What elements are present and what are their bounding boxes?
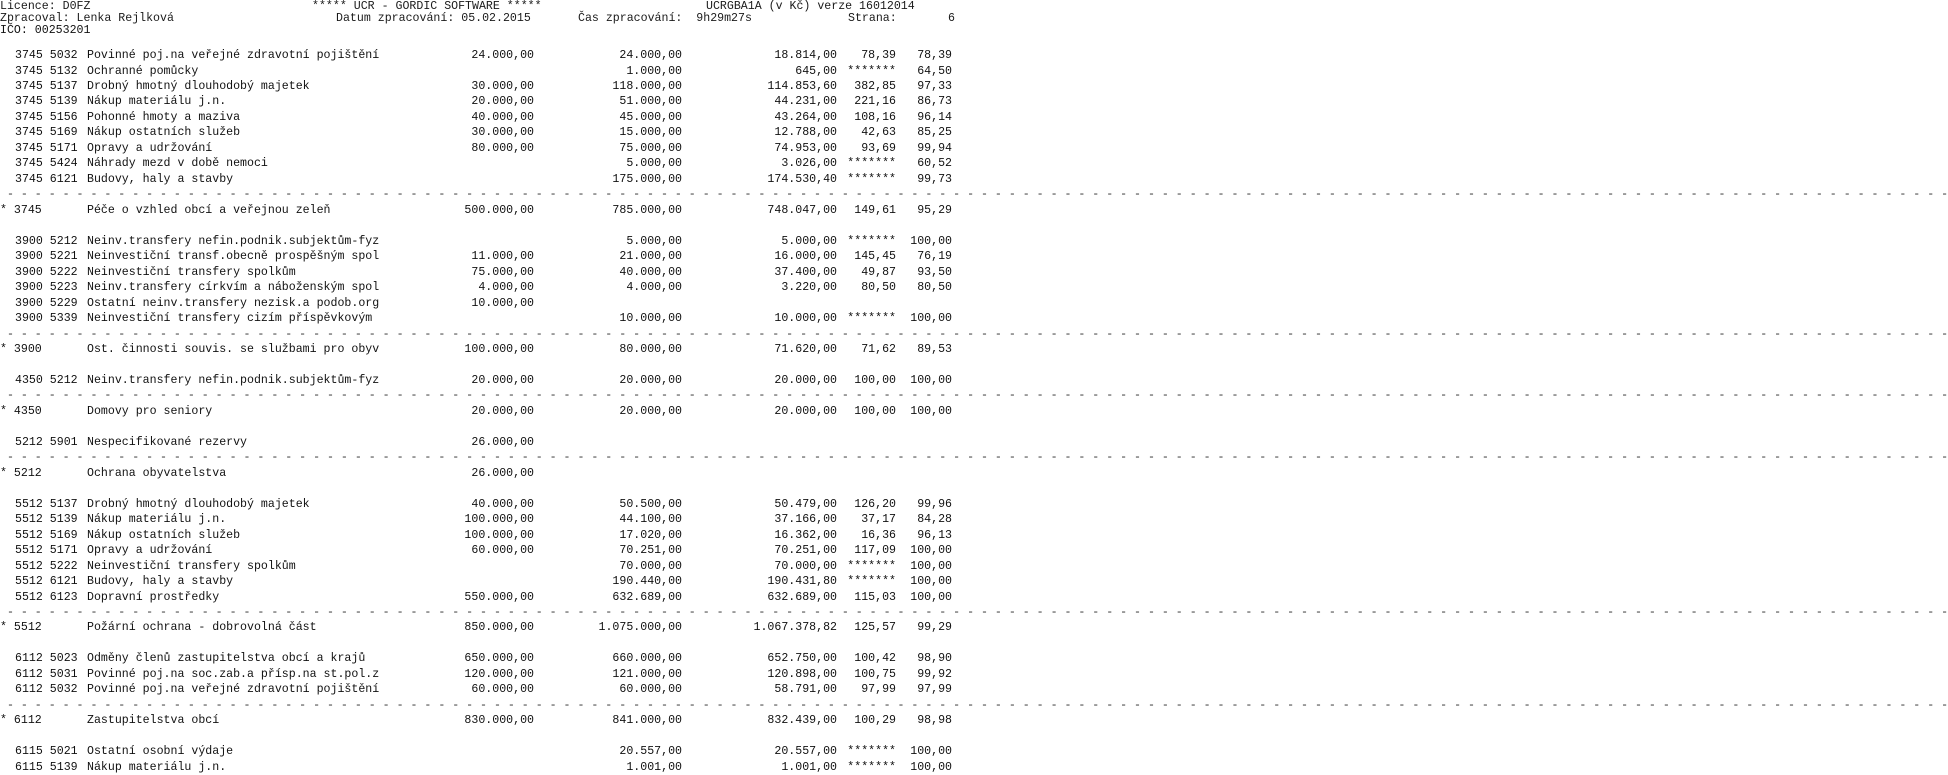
item-name: Zastupitelstva obcí bbox=[87, 714, 220, 728]
item-name: Požární ochrana - dobrovolná část bbox=[87, 621, 317, 635]
actual-result: 20.000,00 bbox=[774, 404, 837, 418]
module-version: UCRGBA1A (v Kč) verze 16012014 bbox=[706, 0, 915, 13]
percent-of-adjusted: 98,90 bbox=[917, 652, 952, 666]
table-row bbox=[0, 498, 960, 512]
actual-result: 1.001,00 bbox=[781, 760, 837, 774]
dashed-separator: - - - - - - - - - - - - - - - - - - - - - - - - - - - - - - - - - - - - - - - - - - - - - - - - - - - - - - - - - - - - - - - - - - - - - - - - - - - - - - - - - - - - - - - - - - - - - - - - - - - - - - - - - - - - - - - - - - - - - - - - - - - - - - - - - - - - - - - - - - - - bbox=[0, 389, 1948, 403]
percent-of-adjusted: 100,00 bbox=[910, 590, 952, 604]
actual-result: 71.620,00 bbox=[774, 342, 837, 356]
item-name: Domovy pro seniory bbox=[87, 404, 213, 418]
item-name: Nespecifikované rezervy bbox=[87, 435, 248, 449]
percent-of-approved: ******* bbox=[847, 64, 896, 78]
percent-of-adjusted: 86,73 bbox=[917, 95, 952, 109]
account-code: 5512 5137 bbox=[15, 497, 78, 511]
actual-result: 645,00 bbox=[795, 64, 837, 78]
actual-result: 58.791,00 bbox=[774, 683, 837, 697]
adjusted-budget: 51.000,00 bbox=[619, 95, 682, 109]
item-name: Ostatní neinv.transfery nezisk.a podob.org bbox=[87, 296, 380, 310]
approved-budget: 75.000,00 bbox=[471, 265, 534, 279]
percent-of-adjusted: 100,00 bbox=[910, 760, 952, 774]
account-code: 6112 5023 bbox=[15, 652, 78, 666]
item-name: Opravy a udržování bbox=[87, 141, 213, 155]
adjusted-budget: 10.000,00 bbox=[619, 312, 682, 325]
percent-of-approved: 97,99 bbox=[861, 683, 896, 697]
account-code: 3745 5139 bbox=[15, 95, 78, 109]
actual-result: 37.400,00 bbox=[774, 265, 837, 279]
item-name: Neinv.transfery nefin.podnik.subjektům-fyz bbox=[87, 234, 380, 248]
approved-budget: 60.000,00 bbox=[471, 544, 534, 557]
software-title: ***** UCR - GORDIC SOFTWARE ***** bbox=[312, 0, 542, 13]
licence-text: Licence: D0FZ bbox=[0, 0, 91, 13]
percent-of-adjusted: 96,13 bbox=[917, 528, 952, 542]
percent-of-approved: 100,29 bbox=[854, 714, 896, 728]
blank-line bbox=[0, 637, 960, 651]
adjusted-budget: 785.000,00 bbox=[612, 203, 682, 217]
percent-of-approved: 149,61 bbox=[854, 203, 896, 217]
item-name: Budovy, haly a stavby bbox=[87, 172, 234, 186]
item-name: Ostatní osobní výdaje bbox=[87, 745, 234, 759]
adjusted-budget: 40.000,00 bbox=[619, 265, 682, 279]
actual-result: 1.067.378,82 bbox=[753, 621, 837, 635]
actual-result: 12.788,00 bbox=[774, 126, 837, 140]
section-code: * 3745 bbox=[0, 203, 42, 217]
section-total-row bbox=[0, 467, 960, 481]
percent-of-adjusted: 100,00 bbox=[910, 544, 952, 557]
percent-of-approved: 221,16 bbox=[854, 95, 896, 109]
approved-budget: 20.000,00 bbox=[471, 404, 534, 418]
actual-result: 16.000,00 bbox=[774, 250, 837, 264]
actual-result: 748.047,00 bbox=[767, 203, 837, 217]
actual-result: 632.689,00 bbox=[767, 590, 837, 604]
percent-of-adjusted: 96,14 bbox=[917, 110, 952, 124]
percent-of-approved: ******* bbox=[847, 760, 896, 774]
account-code: 5512 6123 bbox=[15, 590, 78, 604]
percent-of-approved: 115,03 bbox=[854, 590, 896, 604]
account-code: 6115 5021 bbox=[15, 745, 78, 759]
percent-of-adjusted: 99,94 bbox=[917, 141, 952, 155]
table-row bbox=[0, 157, 960, 171]
approved-budget: 850.000,00 bbox=[464, 621, 534, 635]
table-row bbox=[0, 544, 960, 558]
percent-of-approved: ******* bbox=[847, 575, 896, 588]
blank-line bbox=[0, 420, 960, 434]
blank-line bbox=[0, 358, 960, 372]
percent-of-adjusted: 100,00 bbox=[910, 559, 952, 573]
item-name: Povinné poj.na soc.zab.a přísp.na st.pol.z bbox=[87, 667, 380, 681]
percent-of-approved: 49,87 bbox=[861, 265, 896, 279]
percent-of-approved: 126,20 bbox=[854, 497, 896, 511]
actual-result: 3.026,00 bbox=[781, 157, 837, 171]
percent-of-adjusted: 60,52 bbox=[917, 157, 952, 171]
account-code: 3900 5212 bbox=[15, 234, 78, 248]
percent-of-approved: ******* bbox=[847, 172, 896, 186]
adjusted-budget: 5.000,00 bbox=[626, 157, 682, 171]
percent-of-approved: 382,85 bbox=[854, 79, 896, 93]
adjusted-budget: 60.000,00 bbox=[619, 683, 682, 697]
account-code: 3745 5132 bbox=[15, 64, 78, 78]
account-code: 5512 5169 bbox=[15, 528, 78, 542]
processing-date: Datum zpracování: 05.02.2015 bbox=[336, 12, 531, 25]
item-name: Dopravní prostředky bbox=[87, 590, 220, 604]
approved-budget: 11.000,00 bbox=[471, 250, 534, 264]
item-name: Drobný hmotný dlouhodobý majetek bbox=[87, 497, 310, 511]
adjusted-budget: 660.000,00 bbox=[612, 652, 682, 666]
section-code: * 5212 bbox=[0, 466, 42, 480]
account-code: 3900 5222 bbox=[15, 265, 78, 279]
adjusted-budget: 4.000,00 bbox=[626, 281, 682, 295]
item-name: Nákup materiálu j.n. bbox=[87, 513, 227, 527]
percent-of-approved: 37,17 bbox=[861, 513, 896, 527]
item-name: Nákup ostatních služeb bbox=[87, 528, 241, 542]
table-row bbox=[0, 250, 960, 264]
table-row bbox=[0, 560, 960, 574]
section-code: * 4350 bbox=[0, 404, 42, 418]
table-row bbox=[0, 591, 960, 605]
percent-of-adjusted: 84,28 bbox=[917, 513, 952, 527]
page-label: Strana: bbox=[848, 12, 897, 25]
actual-result: 16.362,00 bbox=[774, 528, 837, 542]
percent-of-approved: 93,69 bbox=[861, 141, 896, 155]
account-code: 5512 6121 bbox=[15, 575, 78, 588]
approved-budget: 100.000,00 bbox=[464, 342, 534, 356]
actual-result: 190.431,80 bbox=[767, 575, 837, 588]
table-row bbox=[0, 80, 960, 94]
table-row bbox=[0, 173, 960, 187]
approved-budget: 26.000,00 bbox=[471, 435, 534, 449]
adjusted-budget: 45.000,00 bbox=[619, 110, 682, 124]
table-row bbox=[0, 95, 960, 109]
table-row bbox=[0, 513, 960, 527]
table-row bbox=[0, 297, 960, 311]
adjusted-budget: 20.000,00 bbox=[619, 404, 682, 418]
percent-of-adjusted: 80,50 bbox=[917, 281, 952, 295]
adjusted-budget: 841.000,00 bbox=[612, 714, 682, 728]
account-code: 3745 6121 bbox=[15, 172, 78, 186]
adjusted-budget: 190.440,00 bbox=[612, 575, 682, 588]
section-total-row bbox=[0, 621, 960, 635]
blank-line bbox=[0, 730, 960, 744]
approved-budget: 30.000,00 bbox=[471, 126, 534, 140]
account-code: 5512 5222 bbox=[15, 559, 78, 573]
item-name: Opravy a udržování bbox=[87, 544, 213, 557]
item-name: Povinné poj.na veřejné zdravotní pojištění bbox=[87, 683, 380, 697]
item-name: Drobný hmotný dlouhodobý majetek bbox=[87, 79, 310, 93]
item-name: Budovy, haly a stavby bbox=[87, 575, 234, 588]
percent-of-adjusted: 78,39 bbox=[917, 49, 952, 62]
item-name: Pohonné hmoty a maziva bbox=[87, 110, 241, 124]
section-code: * 5512 bbox=[0, 621, 42, 635]
percent-of-approved: 125,57 bbox=[854, 621, 896, 635]
percent-of-approved: 78,39 bbox=[861, 49, 896, 62]
processing-time: Čas zpracování: 9h29m27s bbox=[578, 12, 752, 25]
item-name: Neinv.transfery nefin.podnik.subjektům-fyz bbox=[87, 373, 380, 387]
percent-of-approved: ******* bbox=[847, 312, 896, 325]
adjusted-budget: 75.000,00 bbox=[619, 141, 682, 155]
table-row bbox=[0, 49, 960, 63]
approved-budget: 100.000,00 bbox=[464, 528, 534, 542]
approved-budget: 60.000,00 bbox=[471, 683, 534, 697]
approved-budget: 40.000,00 bbox=[471, 110, 534, 124]
approved-budget: 100.000,00 bbox=[464, 513, 534, 527]
actual-result: 652.750,00 bbox=[767, 652, 837, 666]
table-row bbox=[0, 142, 960, 156]
percent-of-approved: 145,45 bbox=[854, 250, 896, 264]
adjusted-budget: 50.500,00 bbox=[619, 497, 682, 511]
processed-by: Zpracoval: Lenka Rejlková bbox=[0, 12, 174, 25]
account-code: 6115 5139 bbox=[15, 760, 78, 774]
account-code: 4350 5212 bbox=[15, 373, 78, 387]
account-code: 5212 5901 bbox=[15, 435, 78, 449]
table-row bbox=[0, 281, 960, 295]
percent-of-adjusted: 97,33 bbox=[917, 79, 952, 93]
item-name: Neinvestiční transf.obecně prospěšným spol bbox=[87, 250, 380, 264]
percent-of-adjusted: 95,29 bbox=[917, 203, 952, 217]
account-code: 5512 5139 bbox=[15, 513, 78, 527]
table-row bbox=[0, 745, 960, 759]
approved-budget: 26.000,00 bbox=[471, 466, 534, 480]
account-code: 3745 5137 bbox=[15, 79, 78, 93]
percent-of-adjusted: 99,73 bbox=[917, 172, 952, 186]
table-row bbox=[0, 436, 960, 450]
actual-result: 10.000,00 bbox=[774, 312, 837, 325]
actual-result: 120.898,00 bbox=[767, 667, 837, 681]
item-name: Nákup materiálu j.n. bbox=[87, 95, 227, 109]
approved-budget: 20.000,00 bbox=[471, 373, 534, 387]
account-code: 3900 5221 bbox=[15, 250, 78, 264]
account-code: 3745 5169 bbox=[15, 126, 78, 140]
header-line-3 bbox=[0, 24, 960, 38]
account-code: 3745 5424 bbox=[15, 157, 78, 171]
table-row bbox=[0, 374, 960, 388]
percent-of-adjusted: 99,29 bbox=[917, 621, 952, 635]
percent-of-approved: ******* bbox=[847, 559, 896, 573]
account-code: 3900 5229 bbox=[15, 296, 78, 310]
item-name: Ochrana obyvatelstva bbox=[87, 466, 227, 480]
percent-of-approved: 80,50 bbox=[861, 281, 896, 295]
account-code: 3745 5032 bbox=[15, 49, 78, 62]
approved-budget: 24.000,00 bbox=[471, 49, 534, 62]
dashed-separator: - - - - - - - - - - - - - - - - - - - - - - - - - - - - - - - - - - - - - - - - - - - - - - - - - - - - - - - - - - - - - - - - - - - - - - - - - - - - - - - - - - - - - - - - - - - - - - - - - - - - - - - - - - - - - - - - - - - - - - - - - - - - - - - - - - - - - - - - - - - - bbox=[0, 188, 1948, 202]
section-code: * 6112 bbox=[0, 714, 42, 728]
adjusted-budget: 24.000,00 bbox=[619, 49, 682, 62]
table-row bbox=[0, 312, 960, 326]
adjusted-budget: 15.000,00 bbox=[619, 126, 682, 140]
adjusted-budget: 1.075.000,00 bbox=[598, 621, 682, 635]
actual-result: 20.000,00 bbox=[774, 373, 837, 387]
actual-result: 74.953,00 bbox=[774, 141, 837, 155]
table-row bbox=[0, 652, 960, 666]
actual-result: 70.000,00 bbox=[774, 559, 837, 573]
item-name: Neinvestiční transfery spolkům bbox=[87, 559, 296, 573]
approved-budget: 80.000,00 bbox=[471, 141, 534, 155]
percent-of-adjusted: 100,00 bbox=[910, 745, 952, 759]
percent-of-adjusted: 85,25 bbox=[917, 126, 952, 140]
approved-budget: 550.000,00 bbox=[464, 590, 534, 604]
adjusted-budget: 17.020,00 bbox=[619, 528, 682, 542]
page-number: 6 bbox=[948, 12, 955, 25]
account-code: 3745 5156 bbox=[15, 110, 78, 124]
account-code: 3900 5339 bbox=[15, 312, 78, 325]
table-row bbox=[0, 65, 960, 79]
actual-result: 832.439,00 bbox=[767, 714, 837, 728]
approved-budget: 20.000,00 bbox=[471, 95, 534, 109]
item-name: Odměny členů zastupitelstva obcí a krajů bbox=[87, 652, 366, 666]
table-row bbox=[0, 235, 960, 249]
adjusted-budget: 44.100,00 bbox=[619, 513, 682, 527]
item-name: Náhrady mezd v době nemoci bbox=[87, 157, 268, 171]
adjusted-budget: 175.000,00 bbox=[612, 172, 682, 186]
section-total-row bbox=[0, 405, 960, 419]
percent-of-adjusted: 97,99 bbox=[917, 683, 952, 697]
table-row bbox=[0, 683, 960, 697]
section-total-row bbox=[0, 343, 960, 357]
item-name: Ost. činnosti souvis. se službami pro obyv bbox=[87, 342, 380, 356]
table-row bbox=[0, 575, 960, 589]
adjusted-budget: 121.000,00 bbox=[612, 667, 682, 681]
item-name: Nákup materiálu j.n. bbox=[87, 760, 227, 774]
actual-result: 20.557,00 bbox=[774, 745, 837, 759]
percent-of-adjusted: 99,96 bbox=[917, 497, 952, 511]
actual-result: 174.530,40 bbox=[767, 172, 837, 186]
item-name: Neinv.transfery církvím a náboženským spol bbox=[87, 281, 380, 295]
approved-budget: 500.000,00 bbox=[464, 203, 534, 217]
dashed-separator: - - - - - - - - - - - - - - - - - - - - - - - - - - - - - - - - - - - - - - - - - - - - - - - - - - - - - - - - - - - - - - - - - - - - - - - - - - - - - - - - - - - - - - - - - - - - - - - - - - - - - - - - - - - - - - - - - - - - - - - - - - - - - - - - - - - - - - - - - - - - bbox=[0, 698, 1948, 712]
approved-budget: 10.000,00 bbox=[471, 296, 534, 310]
item-name: Neinvestiční transfery spolkům bbox=[87, 265, 296, 279]
actual-result: 37.166,00 bbox=[774, 513, 837, 527]
account-code: 5512 5171 bbox=[15, 544, 78, 557]
blank-line bbox=[0, 482, 960, 496]
adjusted-budget: 632.689,00 bbox=[612, 590, 682, 604]
adjusted-budget: 20.000,00 bbox=[619, 373, 682, 387]
approved-budget: 650.000,00 bbox=[464, 652, 534, 666]
actual-result: 114.853,60 bbox=[767, 79, 837, 93]
percent-of-approved: 100,75 bbox=[854, 667, 896, 681]
account-code: 6112 5032 bbox=[15, 683, 78, 697]
adjusted-budget: 1.001,00 bbox=[626, 760, 682, 774]
percent-of-adjusted: 64,50 bbox=[917, 64, 952, 78]
actual-result: 18.814,00 bbox=[774, 49, 837, 62]
percent-of-adjusted: 89,53 bbox=[917, 342, 952, 356]
percent-of-adjusted: 100,00 bbox=[910, 312, 952, 325]
section-total-row bbox=[0, 204, 960, 218]
adjusted-budget: 5.000,00 bbox=[626, 234, 682, 248]
item-name: Povinné poj.na veřejné zdravotní pojištění bbox=[87, 49, 380, 62]
item-name: Péče o vzhled obcí a veřejnou zeleň bbox=[87, 203, 331, 217]
percent-of-adjusted: 99,92 bbox=[917, 667, 952, 681]
percent-of-approved: 42,63 bbox=[861, 126, 896, 140]
approved-budget: 30.000,00 bbox=[471, 79, 534, 93]
percent-of-approved: 71,62 bbox=[861, 342, 896, 356]
actual-result: 5.000,00 bbox=[781, 234, 837, 248]
percent-of-approved: 100,42 bbox=[854, 652, 896, 666]
percent-of-adjusted: 100,00 bbox=[910, 234, 952, 248]
adjusted-budget: 1.000,00 bbox=[626, 64, 682, 78]
actual-result: 44.231,00 bbox=[774, 95, 837, 109]
percent-of-approved: ******* bbox=[847, 745, 896, 759]
section-code: * 3900 bbox=[0, 342, 42, 356]
adjusted-budget: 118.000,00 bbox=[612, 79, 682, 93]
dashed-separator: - - - - - - - - - - - - - - - - - - - - - - - - - - - - - - - - - - - - - - - - - - - - - - - - - - - - - - - - - - - - - - - - - - - - - - - - - - - - - - - - - - - - - - - - - - - - - - - - - - - - - - - - - - - - - - - - - - - - - - - - - - - - - - - - - - - - - - - - - - - - bbox=[0, 327, 1948, 341]
percent-of-adjusted: 100,00 bbox=[910, 575, 952, 588]
item-name: Nákup ostatních služeb bbox=[87, 126, 241, 140]
adjusted-budget: 21.000,00 bbox=[619, 250, 682, 264]
section-total-row bbox=[0, 714, 960, 728]
table-row bbox=[0, 111, 960, 125]
item-name: Ochranné pomůcky bbox=[87, 64, 199, 78]
actual-result: 70.251,00 bbox=[774, 544, 837, 557]
percent-of-adjusted: 98,98 bbox=[917, 714, 952, 728]
percent-of-approved: 100,00 bbox=[854, 404, 896, 418]
adjusted-budget: 70.000,00 bbox=[619, 559, 682, 573]
table-row bbox=[0, 668, 960, 682]
percent-of-adjusted: 93,50 bbox=[917, 265, 952, 279]
percent-of-adjusted: 76,19 bbox=[917, 250, 952, 264]
blank-line bbox=[0, 219, 960, 233]
account-code: 3745 5171 bbox=[15, 141, 78, 155]
percent-of-approved: ******* bbox=[847, 157, 896, 171]
ico-number: IČO: 00253201 bbox=[0, 24, 91, 37]
dashed-separator: - - - - - - - - - - - - - - - - - - - - - - - - - - - - - - - - - - - - - - - - - - - - - - - - - - - - - - - - - - - - - - - - - - - - - - - - - - - - - - - - - - - - - - - - - - - - - - - - - - - - - - - - - - - - - - - - - - - - - - - - - - - - - - - - - - - - - - - - - - - - bbox=[0, 605, 1948, 619]
percent-of-adjusted: 100,00 bbox=[910, 404, 952, 418]
adjusted-budget: 80.000,00 bbox=[619, 342, 682, 356]
approved-budget: 120.000,00 bbox=[464, 667, 534, 681]
table-row bbox=[0, 126, 960, 140]
adjusted-budget: 70.251,00 bbox=[619, 544, 682, 557]
table-row bbox=[0, 266, 960, 280]
percent-of-adjusted: 100,00 bbox=[910, 373, 952, 387]
item-name: Neinvestiční transfery cizím příspěvkovým bbox=[87, 312, 373, 325]
percent-of-approved: 100,00 bbox=[854, 373, 896, 387]
approved-budget: 830.000,00 bbox=[464, 714, 534, 728]
dashed-separator: - - - - - - - - - - - - - - - - - - - - - - - - - - - - - - - - - - - - - - - - - - - - - - - - - - - - - - - - - - - - - - - - - - - - - - - - - - - - - - - - - - - - - - - - - - - - - - - - - - - - - - - - - - - - - - - - - - - - - - - - - - - - - - - - - - - - - - - - - - - - bbox=[0, 451, 1948, 465]
percent-of-approved: 117,09 bbox=[854, 544, 896, 557]
percent-of-approved: 16,36 bbox=[861, 528, 896, 542]
account-code: 6112 5031 bbox=[15, 667, 78, 681]
approved-budget: 4.000,00 bbox=[478, 281, 534, 295]
percent-of-approved: 108,16 bbox=[854, 110, 896, 124]
table-row bbox=[0, 529, 960, 543]
approved-budget: 40.000,00 bbox=[471, 497, 534, 511]
actual-result: 3.220,00 bbox=[781, 281, 837, 295]
adjusted-budget: 20.557,00 bbox=[619, 745, 682, 759]
table-row bbox=[0, 761, 960, 775]
actual-result: 50.479,00 bbox=[774, 497, 837, 511]
actual-result: 43.264,00 bbox=[774, 110, 837, 124]
percent-of-approved: ******* bbox=[847, 234, 896, 248]
account-code: 3900 5223 bbox=[15, 281, 78, 295]
